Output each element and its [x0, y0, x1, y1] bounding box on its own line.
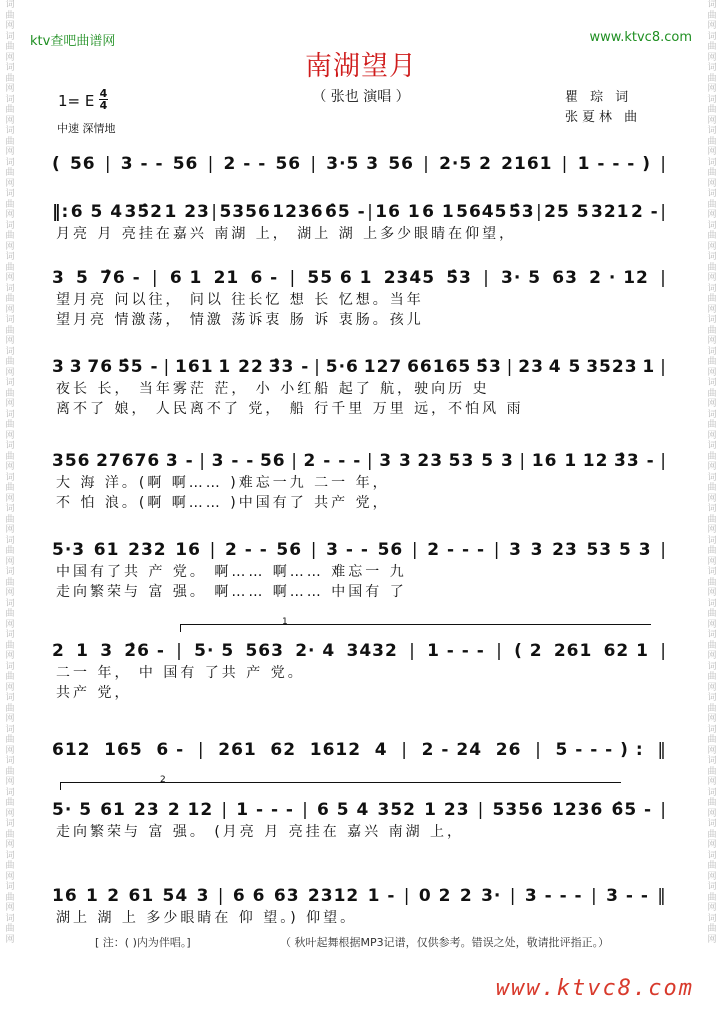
note-group: 6 1	[169, 268, 203, 288]
note-group: 3432	[346, 641, 398, 661]
note-group: 3 - - -	[524, 886, 583, 906]
note-group: 7̂6 -	[100, 268, 141, 288]
barline: |	[367, 202, 374, 222]
note-group: 261	[553, 641, 593, 661]
notation-line	[52, 152, 667, 176]
note-group: 5̂3	[476, 357, 502, 377]
note-group: 5· 5	[52, 800, 93, 820]
score-system	[52, 884, 667, 928]
note-group: 3	[52, 357, 65, 377]
note-group: 3̂3 -	[614, 451, 655, 471]
barline: |	[519, 451, 527, 471]
barline: |	[509, 886, 517, 906]
note-group: 56	[276, 540, 303, 560]
note-group: 53 5 3	[448, 451, 514, 471]
barline: |	[151, 268, 159, 288]
barline: |	[401, 740, 408, 760]
note-group: 352	[377, 800, 416, 820]
note-group: 2 - - -	[427, 540, 486, 560]
note-group: 563	[245, 641, 284, 661]
lyric-line: 夜长 长， 当年雾茫 茫， 小 小红船 起了 航，驶向历 史	[56, 381, 490, 397]
note-group: 3	[69, 357, 83, 377]
note-group: 2· 4	[295, 641, 336, 661]
singer-line: （ 张也 演唱 ）	[312, 89, 410, 105]
note-group: 3 3	[379, 451, 412, 471]
note-group: 5356	[492, 800, 544, 820]
note-group: 2161	[501, 154, 553, 174]
note-group: 62 1	[603, 641, 649, 661]
note-group: 3	[100, 641, 114, 661]
note-group: 5·6	[325, 357, 359, 377]
note-group: 5356	[219, 202, 271, 222]
barline: |	[660, 451, 667, 471]
score-system	[52, 200, 667, 244]
note-group: 56	[275, 154, 302, 174]
meter-top: 4	[99, 87, 108, 100]
note-group: (	[52, 154, 61, 174]
barline: |	[591, 886, 598, 906]
note-group: 2 · 12	[589, 268, 649, 288]
notation-line	[52, 200, 667, 224]
barline: |	[660, 540, 667, 560]
meter-bottom: 4	[99, 99, 108, 112]
note-group: 1 -	[367, 886, 396, 906]
notation-line	[52, 639, 667, 663]
note-group: 5· 5	[194, 641, 235, 661]
barline: |	[221, 800, 229, 820]
lyric-line: 二一 年， 中 国有 了共 产 党。	[56, 665, 305, 681]
note-group: 612	[52, 740, 91, 760]
lyric-line: 不 怕 浪。(啊 啊…… )中国有了 共产 党，	[56, 495, 390, 511]
note-group: 6̂5 -	[325, 202, 366, 222]
note-group: 6 -	[250, 268, 279, 288]
note-group: 1	[86, 886, 99, 906]
note-group: 1	[76, 641, 89, 661]
note-group: 6 6	[232, 886, 266, 906]
score-system	[52, 355, 667, 419]
note-group: 4	[374, 740, 388, 760]
note-group: 3	[52, 268, 65, 288]
note-group: 16 1	[375, 202, 421, 222]
barline: |	[176, 641, 183, 661]
note-group: 3 - -	[211, 451, 255, 471]
lyric-line: 湖上 湖 上 多少眼睛在 仰 望。) 仰望。	[56, 910, 358, 926]
barline: |	[660, 357, 667, 377]
note-group: 1	[642, 357, 656, 377]
score-system	[52, 449, 667, 513]
notation-line	[52, 738, 667, 762]
note-group: 2 - - -	[303, 451, 362, 471]
notation-line	[52, 884, 667, 908]
barline: |	[660, 154, 667, 174]
lyric-line: 走向繁荣与 富 强。 啊…… 啊…… 中国有 了	[56, 584, 407, 600]
barline: |	[197, 740, 205, 760]
barline: ‖	[657, 886, 667, 906]
note-group: 2 12	[167, 800, 214, 820]
note-group: 3 -	[165, 451, 194, 471]
note-group: 61	[93, 540, 120, 560]
lyric-line: 望月亮 情激荡， 情激 荡诉衷 肠 诉 衷肠。孩儿	[56, 312, 424, 328]
note-group: 321	[591, 202, 630, 222]
note-group: 16 1	[531, 451, 578, 471]
note-group: 12	[582, 451, 609, 471]
lyric-line: 望月亮 问以往， 问以 往长忆 想 长 忆想。当年	[56, 292, 424, 308]
note-group: 5̂3	[446, 268, 472, 288]
notation-line	[52, 449, 667, 473]
note-group: 5̂3	[508, 202, 535, 222]
note-group: 1 23	[164, 202, 210, 222]
barline: |	[163, 357, 171, 377]
note-group: 27676	[96, 451, 161, 471]
note-group: 1612	[309, 740, 362, 760]
barline: |	[506, 357, 514, 377]
note-group: 356	[52, 451, 91, 471]
barline: |	[302, 800, 309, 820]
score-system	[52, 639, 667, 703]
score-system	[52, 798, 667, 842]
note-group: 2̂6 -	[124, 641, 165, 661]
note-group: 2·5 2	[439, 154, 492, 174]
note-group: 56	[172, 154, 199, 174]
score-system	[52, 738, 667, 762]
note-group: 3 - -	[326, 540, 369, 560]
note-group: 6̂5 -	[611, 800, 653, 820]
barline: |	[561, 154, 569, 174]
note-group: 6 5 4	[70, 202, 124, 222]
note-group: 62	[270, 740, 297, 760]
note-group: 3·	[481, 886, 502, 906]
barline: |	[423, 154, 430, 174]
lyric-line: 走向繁荣与 富 强。 (月亮 月 亮挂在 嘉兴 南湖 上，	[56, 824, 465, 840]
barline: |	[289, 268, 297, 288]
note-group: 66165	[407, 357, 472, 377]
barline: |	[217, 886, 225, 906]
note-group: 53 5 3	[586, 540, 652, 560]
composer-credit: 张夏林 曲	[565, 110, 642, 125]
note-group: 2	[459, 886, 473, 906]
note-group: 26	[495, 740, 522, 760]
note-group: 2345	[383, 268, 436, 288]
score-system	[52, 538, 667, 602]
key-signature: 1= E	[58, 92, 95, 110]
note-group: 76	[87, 357, 114, 377]
note-group: 63	[552, 268, 578, 288]
note-group: 23	[134, 800, 160, 820]
note-group: 35̂2	[124, 202, 164, 222]
note-group: 6 -	[156, 740, 185, 760]
note-group: 2 - 24	[421, 740, 483, 760]
note-group: 1236	[272, 202, 324, 222]
note-group: 56	[388, 154, 414, 174]
barline: |	[291, 451, 298, 471]
note-group: 2	[52, 641, 65, 661]
note-group: 6 5 4	[317, 800, 370, 820]
note-group: 2 - -	[223, 154, 267, 174]
note-group: 127	[363, 357, 403, 377]
time-signature	[99, 88, 108, 111]
note-group: 2312	[307, 886, 360, 906]
barline: |	[403, 886, 411, 906]
note-group: 161	[175, 357, 214, 377]
site-watermark: www.ktvc8.com	[495, 976, 694, 1001]
site-name-left[interactable]: ktv查吧曲谱网	[30, 34, 116, 49]
barline: |	[483, 268, 490, 288]
note-group: 3	[530, 540, 544, 560]
barline: |	[310, 540, 318, 560]
barline: |	[199, 451, 206, 471]
note-group: 3· 5	[501, 268, 542, 288]
note-group: ‖:	[52, 202, 70, 222]
barline: |	[411, 540, 419, 560]
note-group: 1 23	[424, 800, 470, 820]
barline: ‖	[657, 740, 667, 760]
note-group: 55 6 1	[307, 268, 373, 288]
note-group: 1 22	[218, 357, 264, 377]
note-group: 6 1	[422, 202, 455, 222]
lyric-line: 大 海 洋。(啊 啊…… )难忘一九 二一 年，	[56, 475, 390, 491]
note-group: 0 2	[418, 886, 452, 906]
note-group: 61	[100, 800, 126, 820]
barline: |	[104, 154, 112, 174]
note-group: 1 - - - )	[577, 154, 652, 174]
note-group: 5645	[456, 202, 508, 222]
tempo-marking: 中速 深情地	[57, 122, 116, 135]
score-system	[52, 266, 667, 330]
note-group: 63	[273, 886, 300, 906]
lyric-line: 月亮 月 亮挂在嘉兴 南湖 上， 湖上 湖 上多少眼睛在仰望，	[56, 226, 517, 242]
note-group: 3·5 3	[326, 154, 380, 174]
note-group: 56	[377, 540, 404, 560]
notation-line	[52, 355, 667, 379]
barline: |	[660, 800, 667, 820]
barline: |	[535, 740, 542, 760]
note-group: 3523	[586, 357, 638, 377]
note-group: 56	[69, 154, 96, 174]
barline: |	[660, 202, 667, 222]
barline: |	[660, 641, 667, 661]
note-group: 232	[128, 540, 167, 560]
note-group: 4 5	[548, 357, 582, 377]
footnote-transcriber: （ 秋叶起舞根据MP3记谱，仅供参考。错误之处，敬请批评指正。）	[280, 936, 610, 949]
side-watermark-left: 词曲网词曲网词曲网词曲网词曲网词曲网词曲网词曲网词曲网词曲网词曲网词曲网词曲网词曲网词曲网词曲网词曲网词曲网词曲网词曲网词曲网词曲网词曲网词曲网词曲网词曲网词曲网词曲网词曲网词曲网	[5, 0, 15, 945]
lyricist-credit: 瞿 琮 词	[565, 90, 633, 105]
barline: |	[660, 268, 667, 288]
note-group: 3̂3 -	[268, 357, 310, 377]
barline: |	[211, 202, 219, 222]
note-group: 2 -	[630, 202, 659, 222]
lyric-line: 共产 党，	[56, 685, 132, 701]
barline: |	[209, 540, 217, 560]
side-watermark-right: 词曲网词曲网词曲网词曲网词曲网词曲网词曲网词曲网词曲网词曲网词曲网词曲网词曲网词曲网词曲网词曲网词曲网词曲网词曲网词曲网词曲网词曲网词曲网词曲网词曲网词曲网词曲网词曲网词曲网词曲网	[707, 0, 717, 945]
note-group: 23	[417, 451, 444, 471]
first-ending-number: 1	[282, 617, 288, 627]
barline: |	[409, 641, 416, 661]
notation-line	[52, 266, 667, 290]
note-group: 61	[128, 886, 155, 906]
barline: |	[535, 202, 543, 222]
note-group: 25 5	[544, 202, 590, 222]
note-group: 5 - - - ) :	[555, 740, 644, 760]
note-group: 1 - - -	[236, 800, 294, 820]
barline: |	[493, 540, 501, 560]
note-group: 56	[259, 451, 286, 471]
footnote-accompaniment: [ 注：( )内为伴唱。]	[95, 936, 191, 949]
note-group: 5	[76, 268, 89, 288]
lyric-line: 离不了 娘， 人民离不了 党， 船 行千里 万里 远，不怕风 雨	[56, 401, 524, 417]
note-group: 54	[162, 886, 189, 906]
note-group: 3 - -	[120, 154, 164, 174]
note-group: 23	[518, 357, 544, 377]
barline: |	[310, 154, 318, 174]
note-group: 3 - -	[606, 886, 649, 906]
note-group: 2 - -	[224, 540, 268, 560]
barline: |	[496, 641, 503, 661]
note-group: 16	[175, 540, 201, 560]
note-group: 1 - - -	[427, 641, 485, 661]
score-system	[52, 152, 667, 176]
note-group: 3	[196, 886, 210, 906]
barline: |	[207, 154, 215, 174]
note-group: 3	[509, 540, 522, 560]
note-group: 2	[107, 886, 121, 906]
second-ending-number: 2	[160, 775, 166, 785]
note-group: 261	[218, 740, 257, 760]
notation-line	[52, 798, 667, 822]
note-group: 16	[52, 886, 78, 906]
note-group: 23	[552, 540, 578, 560]
note-group: ( 2	[514, 641, 543, 661]
note-group: 5·3	[52, 540, 86, 560]
second-ending-bracket	[60, 782, 621, 790]
note-group: 1236	[552, 800, 604, 820]
barline: |	[314, 357, 321, 377]
song-title: 南湖望月	[305, 51, 417, 82]
notation-line	[52, 538, 667, 562]
lyric-line: 中国有了共 产 党。 啊…… 啊…… 难忘一 九	[56, 564, 407, 580]
barline: |	[477, 800, 485, 820]
note-group: 21	[213, 268, 240, 288]
site-url-right[interactable]: www.ktvc8.com	[589, 30, 692, 45]
first-ending-bracket	[180, 624, 651, 632]
note-group: 5̂5 -	[117, 357, 159, 377]
note-group: 165	[104, 740, 143, 760]
barline: |	[366, 451, 374, 471]
